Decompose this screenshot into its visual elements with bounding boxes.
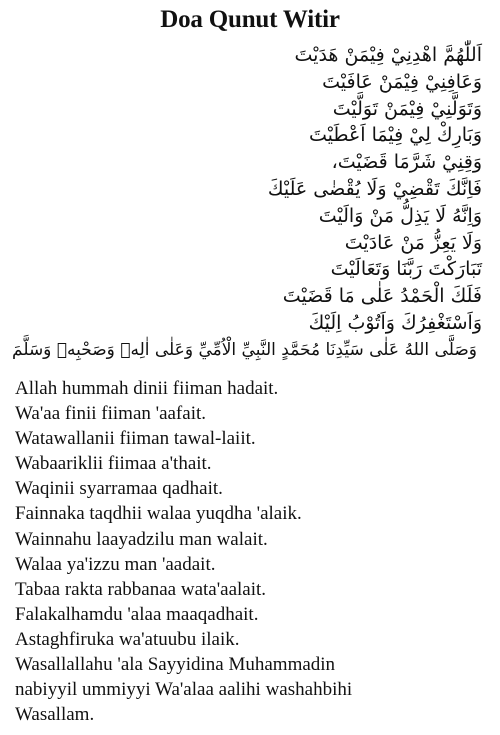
latin-line: Allah hummah dinii fiiman hadait.: [15, 378, 279, 399]
latin-line: Fainnaka taqdhii walaa yuqdha 'alaik.: [15, 503, 302, 525]
arabic-line: وَاِنَّهُ لَا يَذِلُّ مَنْ وَالَيْتَ: [318, 204, 482, 227]
page-title: Doa Qunut Witir: [160, 6, 340, 33]
arabic-line: وَعَافِنِيْ فِيْمَنْ عَافَيْتَ: [322, 70, 482, 93]
latin-line: Wasallam.: [15, 704, 95, 726]
arabic-line: اَللّٰهُمَّ اهْدِنِيْ فِيْمَنْ هَدَيْتَ: [294, 44, 482, 66]
arabic-line: وَقِنِيْ شَرَّمَا قَضَيْتَ،: [331, 151, 482, 174]
arabic-line: فَلَكَ الْحَمْدُ عَلٰى مَا قَضَيْتَ: [282, 285, 482, 308]
arabic-line: وَبَارِكْ لِيْ فِيْمَا اَعْطَيْتَ: [308, 124, 482, 147]
latin-line: Wasallallahu 'ala Sayyidina Muhammadin: [15, 654, 336, 676]
latin-line: nabiyyil ummiyyi Wa'alaa aalihi washahbihi: [15, 679, 353, 701]
latin-line: Walaa ya'izzu man 'aadait.: [15, 553, 216, 575]
latin-line: Astaghfiruka wa'atuubu ilaik.: [15, 628, 240, 650]
latin-line: Tabaa rakta rabbanaa wata'aalait.: [15, 578, 267, 600]
arabic-line: تَبَارَكْتَ رَبَّنَا وَتَعَالَيْتَ: [330, 258, 482, 281]
latin-transliteration-block: [15, 376, 490, 727]
latin-line: Falakalhamdu 'alaa maaqadhait.: [15, 603, 259, 625]
arabic-line: وَاَسْتَغْفِرُكَ وَاَتُوْبُ اِلَيْكَ: [308, 311, 482, 334]
latin-line: Wainnahu laayadzilu man walait.: [15, 528, 268, 550]
arabic-line: وَتَوَلَّنِيْ فِيْمَنْ تَوَلَّيْتَ: [332, 97, 482, 120]
latin-line: Wabaariklii fiimaa a'thait.: [15, 453, 212, 475]
latin-line: Watawallanii fiiman tawal-laiit.: [15, 428, 256, 450]
arabic-line: فَاِنَّكَ تَقْضِيْ وَلَا يُقْضٰى عَلَيْكَ: [267, 177, 482, 200]
arabic-line: وَصَلَّى اللهُ عَلٰى سَيِّدِنَا مُحَمَّدٍ النَّبِيِّ الْاُمِّيِّ وَعَلٰى اٰلِهٖ وَصَحْبِهٖ وَسَلَّمَ: [12, 339, 477, 360]
latin-line: Waqinii syarramaa qadhait.: [15, 478, 223, 500]
arabic-text-block: [12, 42, 482, 364]
latin-line: Wa'aa finii fiiman 'aafait.: [15, 403, 207, 425]
arabic-line: وَلَا يَعِزُّ مَنْ عَادَيْتَ: [344, 231, 482, 254]
